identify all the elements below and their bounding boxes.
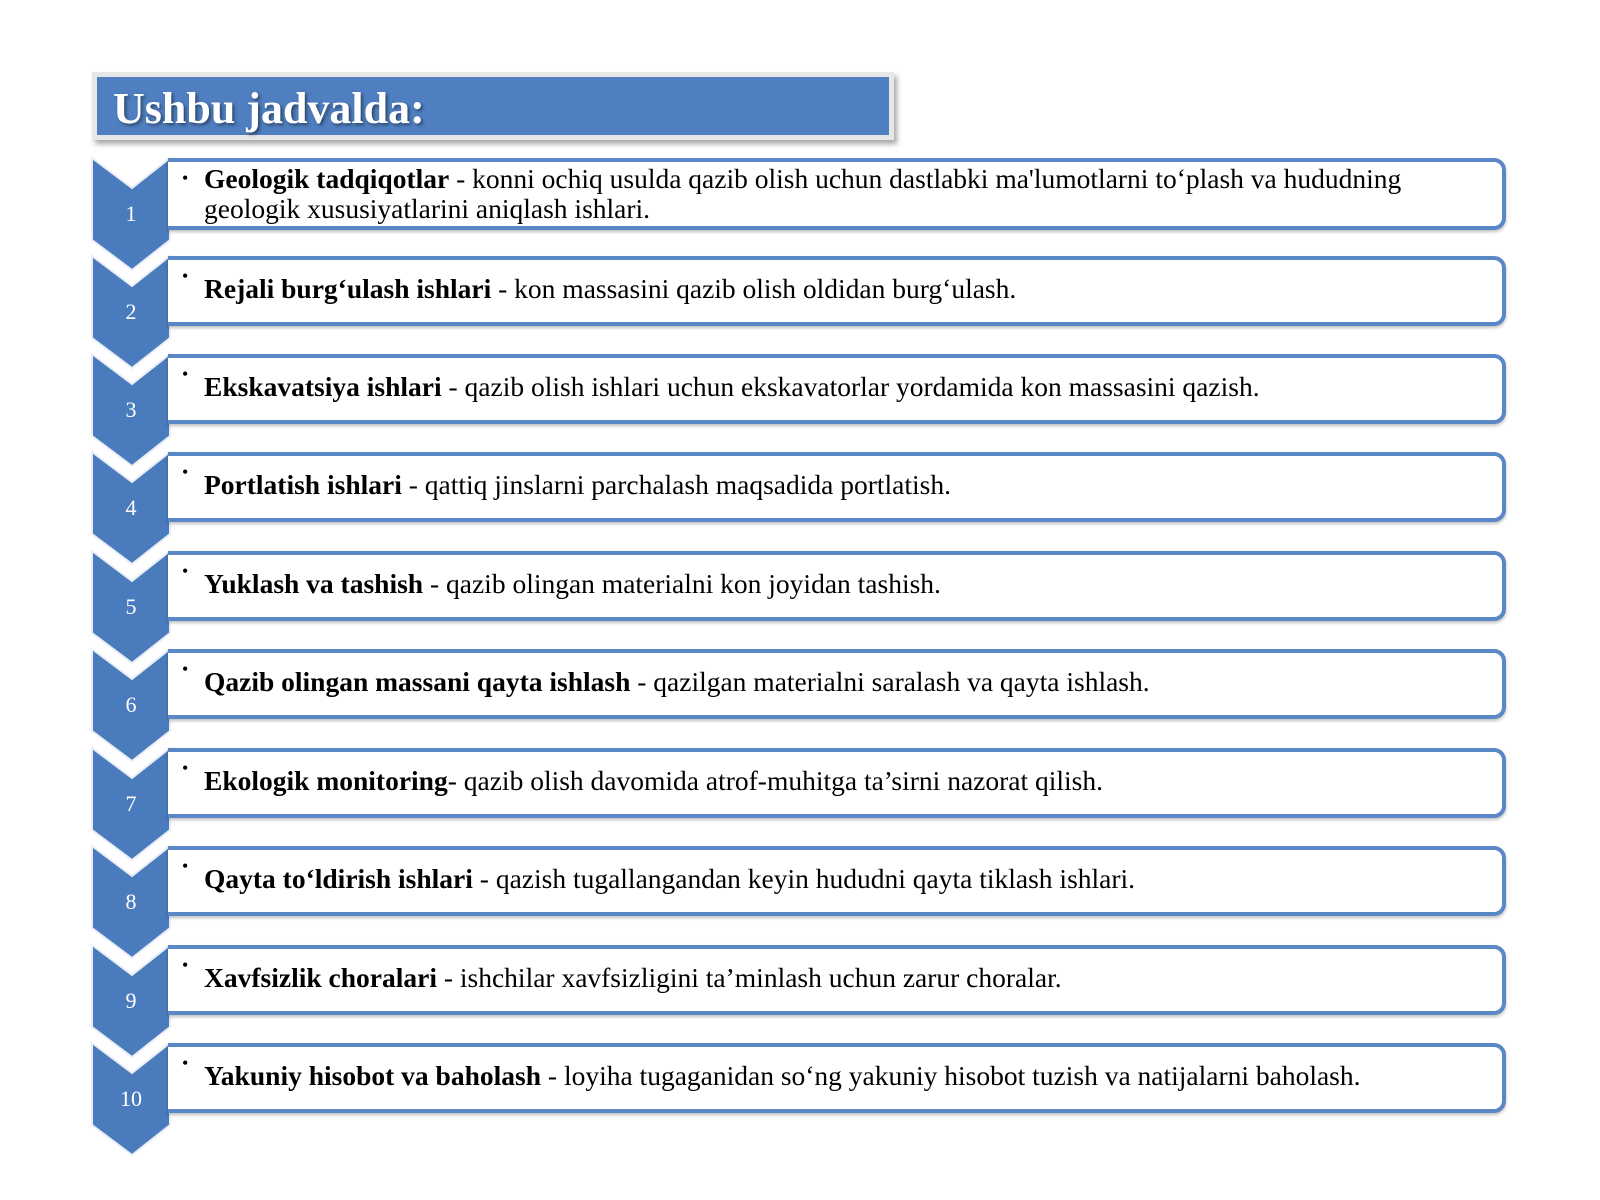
bullet-icon: • — [182, 462, 189, 482]
step-text — [204, 667, 1474, 697]
step-term: Geologik tadqiqotlar — [204, 163, 450, 194]
step-term: Qazib olingan massani qayta ishlash — [204, 666, 631, 697]
step-text — [204, 766, 1474, 796]
step-text — [204, 963, 1474, 993]
step-term: Ekologik monitoring — [204, 765, 448, 796]
chevron-9 — [92, 945, 170, 1057]
chevron-number: 9 — [125, 988, 137, 1013]
step-text — [204, 864, 1474, 894]
step-box-6 — [168, 649, 1506, 719]
bullet-icon: • — [182, 659, 189, 679]
step-description: - ishchilar xavfsizligini ta’minlash uchun zarur choralar. — [436, 962, 1062, 993]
step-term: Portlatish ishlari — [204, 469, 402, 500]
step-term: Ekskavatsiya ishlari — [204, 371, 442, 402]
step-box-9 — [168, 945, 1506, 1015]
step-text — [204, 470, 1474, 500]
page-title: Ushbu jadvalda: — [113, 84, 425, 133]
step-box-10 — [168, 1043, 1506, 1113]
chevron-3 — [92, 354, 170, 466]
chevron-number: 2 — [125, 299, 137, 324]
bullet-icon: • — [182, 561, 189, 581]
step-text — [204, 372, 1474, 402]
bullet-icon: • — [182, 1053, 189, 1073]
bullet-icon: • — [182, 364, 189, 384]
chevron-number: 4 — [125, 495, 137, 520]
chevron-1 — [92, 158, 170, 270]
step-description: - qazib olish ishlari uchun ekskavatorlar yordamida kon massasini qazish. — [441, 371, 1260, 402]
step-box-4 — [168, 452, 1506, 522]
chevron-number: 5 — [125, 594, 137, 619]
bullet-icon: • — [182, 758, 189, 778]
step-term: Yuklash va tashish — [204, 568, 424, 599]
bullet-icon: • — [182, 856, 189, 876]
step-description: - kon massasini qazib olish oldidan burg‘ulash. — [491, 273, 1017, 304]
step-description: - qazib olingan materialni kon joyidan tashish. — [423, 568, 941, 599]
step-description: - qazish tugallangandan keyin hududni qayta tiklash ishlari. — [472, 863, 1136, 894]
bullet-icon: • — [182, 955, 189, 975]
step-term: Qayta to‘ldirish ishlari — [204, 863, 473, 894]
chevron-2 — [92, 256, 170, 368]
chevron-number: 6 — [125, 692, 137, 717]
chevron-number: 7 — [125, 791, 137, 816]
step-description: - qattiq jinslarni parchalash maqsadida portlatish. — [401, 469, 951, 500]
step-text — [204, 1061, 1474, 1091]
step-term: Yakuniy hisobot va baholash — [204, 1060, 542, 1091]
step-term: Xavfsizlik choralari — [204, 962, 437, 993]
step-term: Rejali burg‘ulash ishlari — [204, 273, 492, 304]
step-box-3 — [168, 354, 1506, 424]
step-description: - qazib olish davomida atrof-muhitga ta’sirni nazorat qilish. — [447, 765, 1103, 796]
step-description: - loyiha tugaganidan so‘ng yakuniy hisobot tuzish va natijalarni baholash. — [541, 1060, 1361, 1091]
chevron-number: 3 — [125, 397, 137, 422]
chevron-number: 1 — [125, 201, 137, 226]
step-box-7 — [168, 748, 1506, 818]
chevron-number: 10 — [120, 1086, 142, 1111]
step-description: - konni ochiq usulda qazib olish uchun dastlabki ma'lumotlarni to‘plash va hududning geologik xususiyatlarini aniqlash ishlari. — [204, 163, 1402, 224]
bullet-icon: • — [182, 266, 189, 286]
step-box-1 — [168, 158, 1506, 230]
chevron-5 — [92, 551, 170, 663]
chevron-8 — [92, 846, 170, 958]
chevron-10 — [92, 1043, 170, 1155]
step-description: - qazilgan materialni saralash va qayta ishlash. — [630, 666, 1150, 697]
step-box-5 — [168, 551, 1506, 621]
step-box-2 — [168, 256, 1506, 326]
step-text — [204, 274, 1474, 304]
chevron-number: 8 — [125, 889, 137, 914]
chevron-6 — [92, 649, 170, 761]
step-text — [204, 164, 1474, 224]
step-text — [204, 569, 1474, 599]
step-box-8 — [168, 846, 1506, 916]
chevron-7 — [92, 748, 170, 860]
chevron-4 — [92, 452, 170, 564]
bullet-icon: • — [182, 168, 189, 188]
